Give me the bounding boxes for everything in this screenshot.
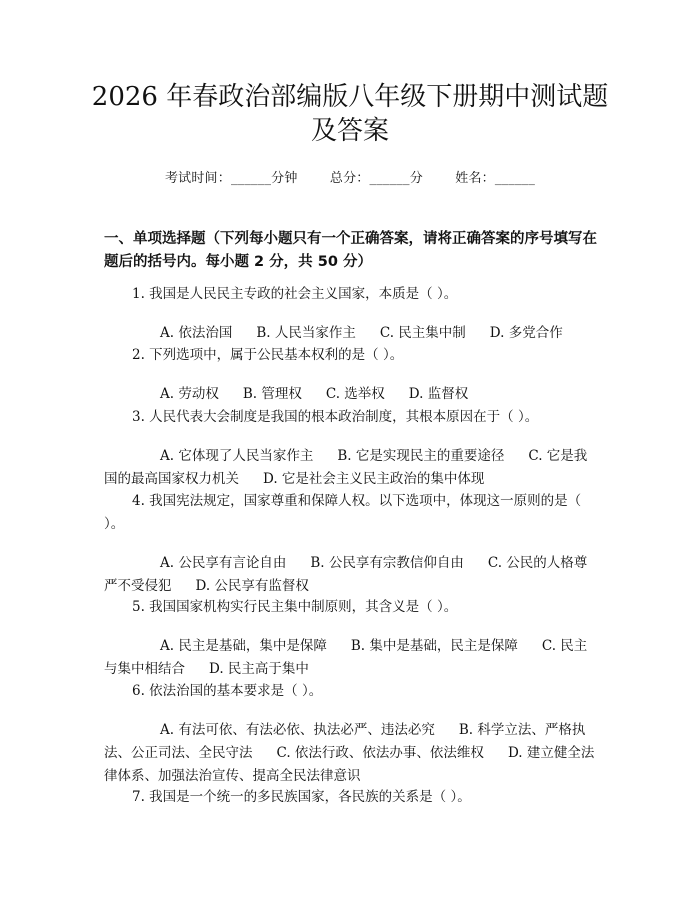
section-heading: 一、单项选择题（下列每小题只有一个正确答案，请将正确答案的序号填写在题后的括号内。每小题 2 分，共 50 分） [104, 231, 597, 270]
question-options [104, 383, 600, 406]
question-options [104, 719, 600, 788]
page-title [60, 80, 640, 148]
option-b: B. 集中是基础，民主是保障 [350, 638, 518, 654]
option-a: A. 它体现了人民当家作主 [160, 448, 314, 464]
option-c: C. 民主与集中相结合 [104, 638, 588, 677]
option-d: D. 民主高于集中 [209, 661, 309, 677]
exam-info-line [0, 167, 700, 186]
option-a: A. 劳动权 [160, 386, 219, 402]
question-stem: 3. 人民代表大会制度是我国的根本政治制度，其根本原因在于（ ）。 [132, 409, 539, 425]
question-stem: 5. 我国国家机构实行民主集中制原则，其含义是（ ）。 [132, 599, 458, 615]
option-c: C. 公民的人格尊严不受侵犯 [104, 555, 588, 594]
option-c: C. 选举权 [325, 386, 385, 402]
option-a: A. 依法治国 [160, 325, 233, 341]
option-b: B. 它是实现民主的重要途径 [337, 448, 505, 464]
option-a: A. 民主是基础，集中是保障 [160, 638, 327, 654]
question-6 [104, 680, 600, 788]
option-c: C. 它是我国的最高国家权力机关 [104, 448, 588, 487]
option-b: B. 科学立法、严格执法、公正司法、全民守法 [104, 722, 586, 761]
option-c: C. 民主集中制 [379, 325, 466, 341]
option-a: A. 公民享有言论自由 [160, 555, 287, 571]
title-line-1: 2026 年春政治部编版八年级下册期中测试题 [91, 82, 609, 112]
question-2 [104, 344, 600, 406]
question-options [104, 552, 600, 598]
question-3 [104, 406, 600, 491]
question-stem: 4. 我国宪法规定，国家尊重和保障人权。以下选项中，体现这一原则的是（ ）。 [104, 493, 582, 532]
question-stem: 1. 我国是人民民主专政的社会主义国家，本质是（ ）。 [132, 286, 458, 302]
option-c: C. 依法行政、依法办事、依法维权 [276, 745, 484, 761]
option-b: B. 管理权 [242, 386, 302, 402]
option-d: D. 监督权 [408, 386, 469, 402]
question-options [104, 322, 600, 345]
option-b: B. 公民享有宗教信仰自由 [310, 555, 464, 571]
total-score-field: 总分：______分 [329, 171, 423, 186]
option-b: B. 人民当家作主 [256, 325, 356, 341]
option-d: D. 它是社会主义民主政治的集中体现 [263, 471, 485, 487]
student-name-field: 姓名：______ [455, 171, 536, 186]
question-4 [104, 490, 600, 598]
title-line-2: 及答案 [310, 116, 389, 146]
option-a: A. 有法可依、有法必依、执法必严、违法必究 [160, 722, 435, 738]
exam-time-field: 考试时间：______分钟 [164, 171, 298, 186]
option-d: D. 公民享有监督权 [195, 578, 309, 594]
question-stem: 6. 依法治国的基本要求是（ ）。 [132, 683, 323, 699]
question-stem: 2. 下列选项中，属于公民基本权利的是（ ）。 [132, 347, 404, 363]
option-d: D. 多党合作 [489, 325, 563, 341]
question-1 [104, 283, 600, 345]
question-options [104, 445, 600, 491]
question-7 [104, 786, 600, 809]
question-options [104, 635, 600, 681]
question-stem: 7. 我国是一个统一的多民族国家，各民族的关系是（ ）。 [132, 789, 471, 805]
option-d: D. 建立健全法律体系、加强法治宣传、提高全民法律意识 [104, 745, 595, 784]
question-5 [104, 596, 600, 681]
